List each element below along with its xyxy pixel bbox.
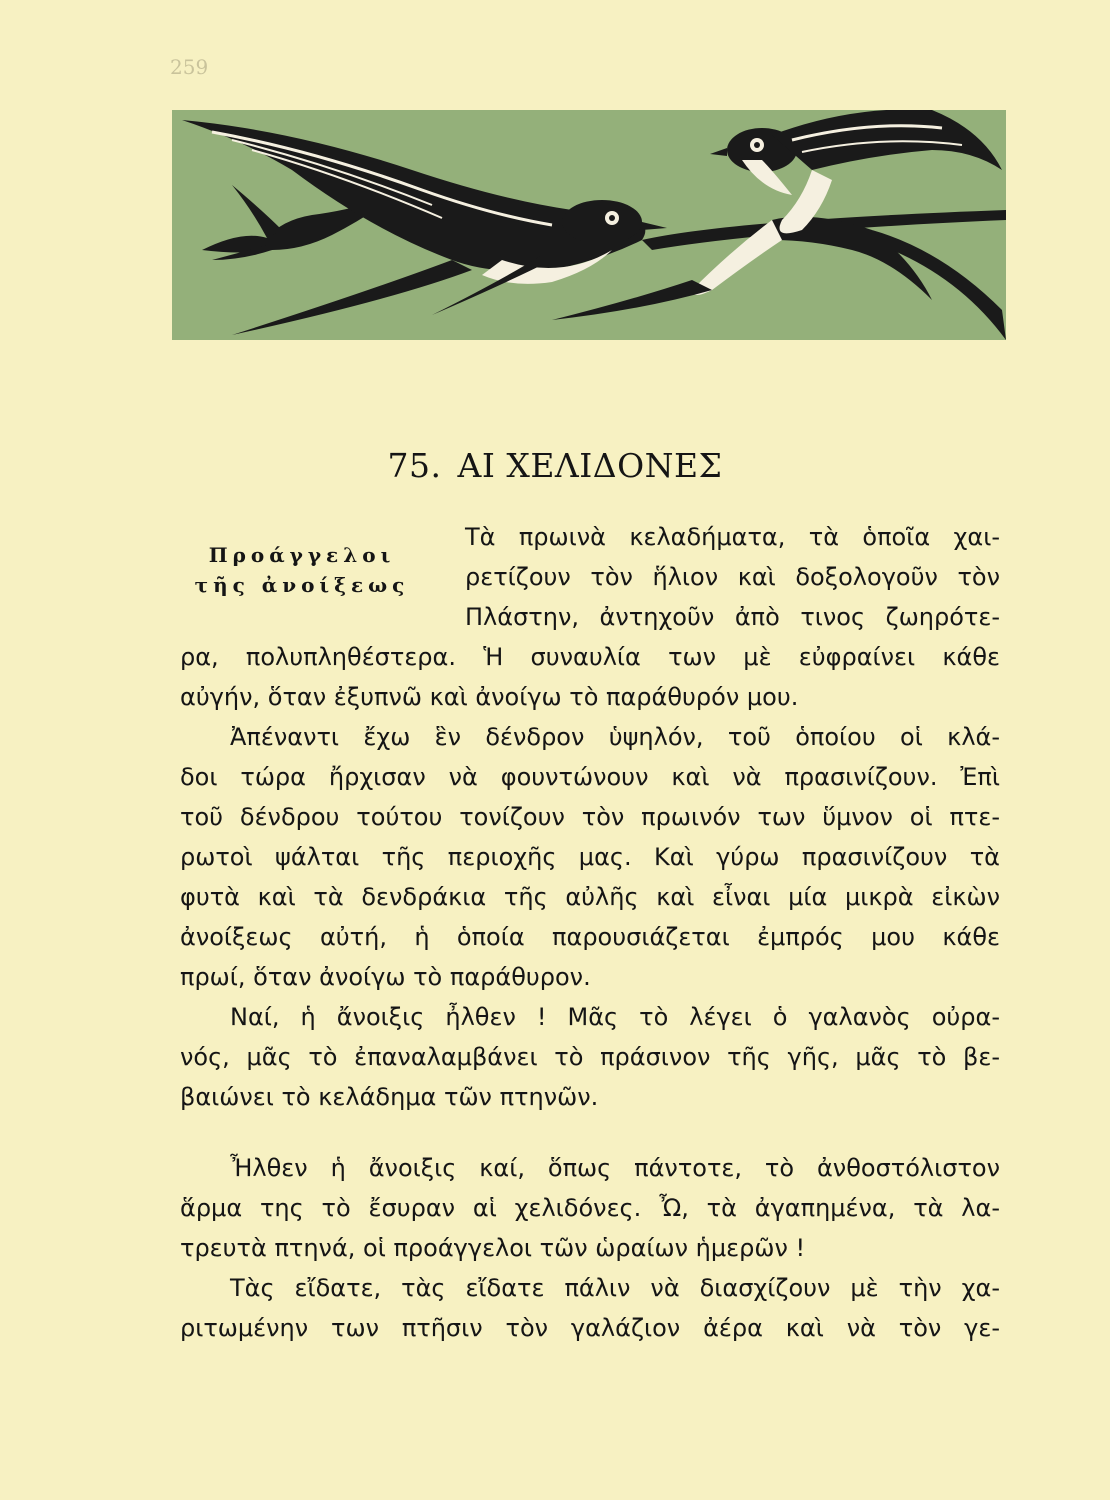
text-line: ἅρμα της τὸ ἔσυραν αἱ χελιδόνες. Ὦ, τὰ ἀγαπημένα, τὰ λα-	[180, 1194, 1000, 1222]
text-line: ρωτοὶ ψάλται τῆς περιοχῆς μας. Καὶ γύρω πρασινίζουν τὰ	[180, 843, 1000, 871]
paragraph-4	[180, 1148, 1000, 1348]
text-line: αὐγήν, ὅταν ἐξυπνῶ καὶ ἀνοίγω τὸ παράθυρόν μου.	[180, 683, 799, 711]
chapter-title: ΑΙ ΧΕΛΙΔΟΝΕΣ	[457, 446, 723, 485]
text-line: ρα, πολυπληθέστερα. Ἡ συναυλία των μὲ εὐφραίνει κάθε	[180, 643, 1000, 671]
text-line: Ναί, ἡ ἄνοιξις ἦλθεν ! Μᾶς τὸ λέγει ὁ γαλανὸς οὐρα-	[230, 1003, 1000, 1031]
margin-note-line: τῆς ἀνοίξεως	[194, 573, 410, 597]
text-line: Πλάστην, ἀντηχοῦν ἀπὸ τινος ζωηρότε-	[465, 603, 1000, 631]
swallows-icon	[172, 110, 1006, 340]
text-line: ριτωμένην των πτῆσιν τὸν γαλάζιον ἀέρα καὶ νὰ τὸν γε-	[180, 1314, 1000, 1342]
page-number: 259	[170, 55, 209, 79]
text-line: τρευτὰ πτηνά, οἱ προάγγελοι τῶν ὡραίων ἡμερῶν !	[180, 1234, 806, 1262]
text-line: ρετίζουν τὸν ἥλιον καὶ δοξολογοῦν τὸν	[465, 563, 1000, 591]
text-line: Ἀπέναντι ἔχω ἓν δένδρον ὑψηλόν, τοῦ ὁποίου οἱ κλά-	[230, 723, 1000, 751]
page-title	[0, 446, 1110, 485]
swallows-illustration	[172, 110, 1006, 340]
chapter-number: 75.	[387, 446, 442, 485]
text-line: πρωί, ὅταν ἀνοίγω τὸ παράθυρον.	[180, 963, 591, 991]
text-line: νός, μᾶς τὸ ἐπαναλαμβάνει τὸ πράσινον τῆς γῆς, μᾶς τὸ βε-	[180, 1043, 1000, 1071]
text-line: Ἦλθεν ἡ ἄνοιξις καί, ὅπως πάντοτε, τὸ ἀνθοστόλιστον	[230, 1154, 1000, 1182]
paragraph-1	[180, 517, 1000, 1117]
text-line: βαιώνει τὸ κελάδημα τῶν πτηνῶν.	[180, 1083, 599, 1111]
text-line: Τὰ πρωινὰ κελαδήματα, τὰ ὁποῖα χαι-	[465, 523, 1000, 551]
text-line: Τὰς εἴδατε, τὰς εἴδατε πάλιν νὰ διασχίζουν μὲ τὴν χα-	[230, 1274, 1000, 1302]
margin-note-line: Πρoάγγελοι	[208, 543, 396, 567]
text-line: δοι τώρα ἤρχισαν νὰ φουντώνουν καὶ νὰ πρασινίζουν. Ἐπὶ	[180, 763, 1000, 791]
text-line: ἀνοίξεως αὐτή, ἡ ὁποία παρουσιάζεται ἐμπρός μου κάθε	[180, 923, 1000, 951]
text-line: τοῦ δένδρου τούτου τονίζουν τὸν πρωινόν των ὕμνον οἱ πτε-	[180, 803, 1000, 831]
text-line: φυτὰ καὶ τὰ δενδράκια τῆς αὐλῆς καὶ εἶναι μία μικρὰ εἰκὼν	[180, 883, 1000, 911]
